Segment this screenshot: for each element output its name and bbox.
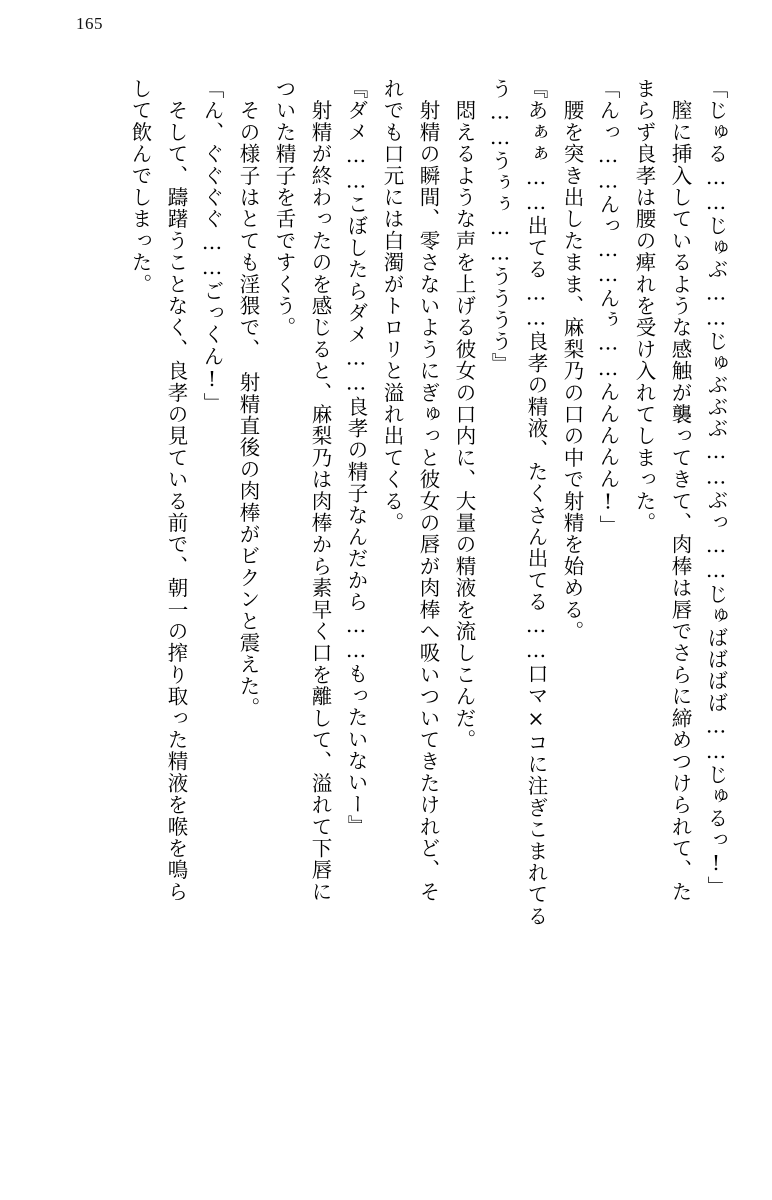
text-line: 射精の瞬間、零さないようにぎゅっと彼女の唇が肉棒へ吸いついてきたけれど、そ xyxy=(416,78,440,903)
text-line: そして、躊躇うことなく、良孝の見ている前で、朝一の搾り取った精液を喉を鳴ら xyxy=(164,78,188,903)
text-line: 悶えるような声を上げる彼女の口内に、大量の精液を流しこんだ。 xyxy=(452,78,476,751)
page-number: 165 xyxy=(76,14,103,33)
text-line: 「んっ……んっ……んぅ……んんんんん!」 xyxy=(596,78,620,537)
text-line: して飲んでしまった。 xyxy=(128,78,152,295)
text-line: まらず良孝は腰の痺れを受け入れてしまった。 xyxy=(632,78,656,534)
text-line: 『あぁぁ……出てる……良孝の精液、たくさん出てる……口マ×コに注ぎこまれてる xyxy=(524,78,548,928)
text-line: ついた精子を舌ですくう。 xyxy=(272,78,296,339)
text-line: れでも口元には白濁がトロリと溢れ出てくる。 xyxy=(380,78,404,534)
text-line: その様子はとても淫猥で、 射精直後の肉棒がビクンと震えた。 xyxy=(236,78,260,719)
text-line: う……うぅぅ……うううう』 xyxy=(488,78,512,375)
text-line: 『ダメ……こぼしたらダメ……良孝の精子なんだから……もったいないー』 xyxy=(344,78,368,837)
text-line: 腰を突き出したまま、麻梨乃の口の中で射精を始める。 xyxy=(560,78,584,643)
text-line: 射精が終わったのを感じると、麻梨乃は肉棒から素早く口を離して、溢れて下唇に xyxy=(308,78,332,903)
text-line: 「ん、ぐぐぐぐ……ごっくん!」 xyxy=(200,78,224,414)
vertical-text-body xyxy=(46,78,726,1170)
text-line: 「じゅる……じゅぶ……じゅぶぶぶ……ぶっ……じゅばばばば……じゅるっ!」 xyxy=(704,78,728,898)
text-line: 膣に挿入しているような感触が襲ってきて、肉棒は唇でさらに締めつけられて、た xyxy=(668,78,692,903)
